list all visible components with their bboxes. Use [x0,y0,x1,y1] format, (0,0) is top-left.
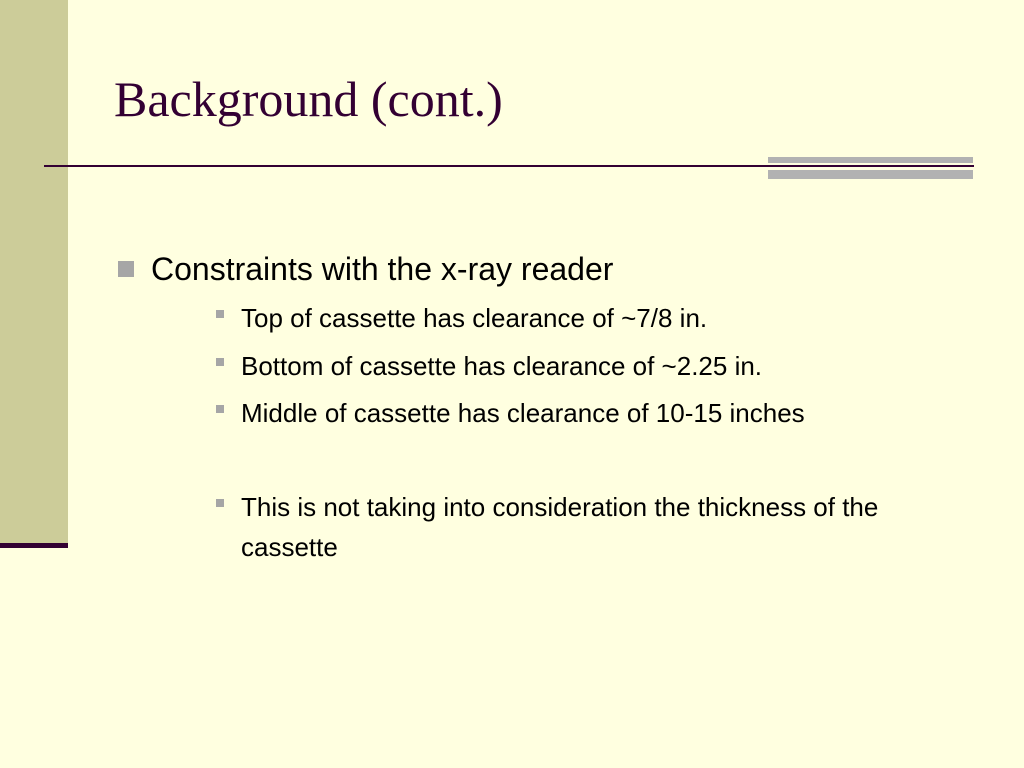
bullet-text: Constraints with the x-ray reader [151,251,614,287]
title-divider [44,165,974,167]
sub-bullet-text: Bottom of cassette has clearance of ~2.25 in. [241,351,763,381]
sub-bullet-text: Middle of cassette has clearance of 10-15 inches [241,398,805,428]
sub-bullet-item [216,393,971,433]
slide-title: Background (cont.) [114,71,503,127]
sub-bullet-item [216,298,971,338]
square-bullet-icon [216,405,224,413]
square-bullet-icon [118,261,134,277]
left-sidebar-band [0,0,68,545]
sub-bullet-item [216,487,971,567]
title-accent-bar-top [768,157,973,163]
bullet-item [118,250,613,288]
left-sidebar-underline [0,543,68,548]
title-accent-bar-bottom [768,170,973,179]
square-bullet-icon [216,499,224,507]
sub-bullet-text: This is not taking into consideration the thickness of the cassette [241,492,879,562]
square-bullet-icon [216,310,224,318]
sub-bullet-item [216,346,971,386]
sub-bullet-text: Top of cassette has clearance of ~7/8 in. [241,303,708,333]
square-bullet-icon [216,358,224,366]
